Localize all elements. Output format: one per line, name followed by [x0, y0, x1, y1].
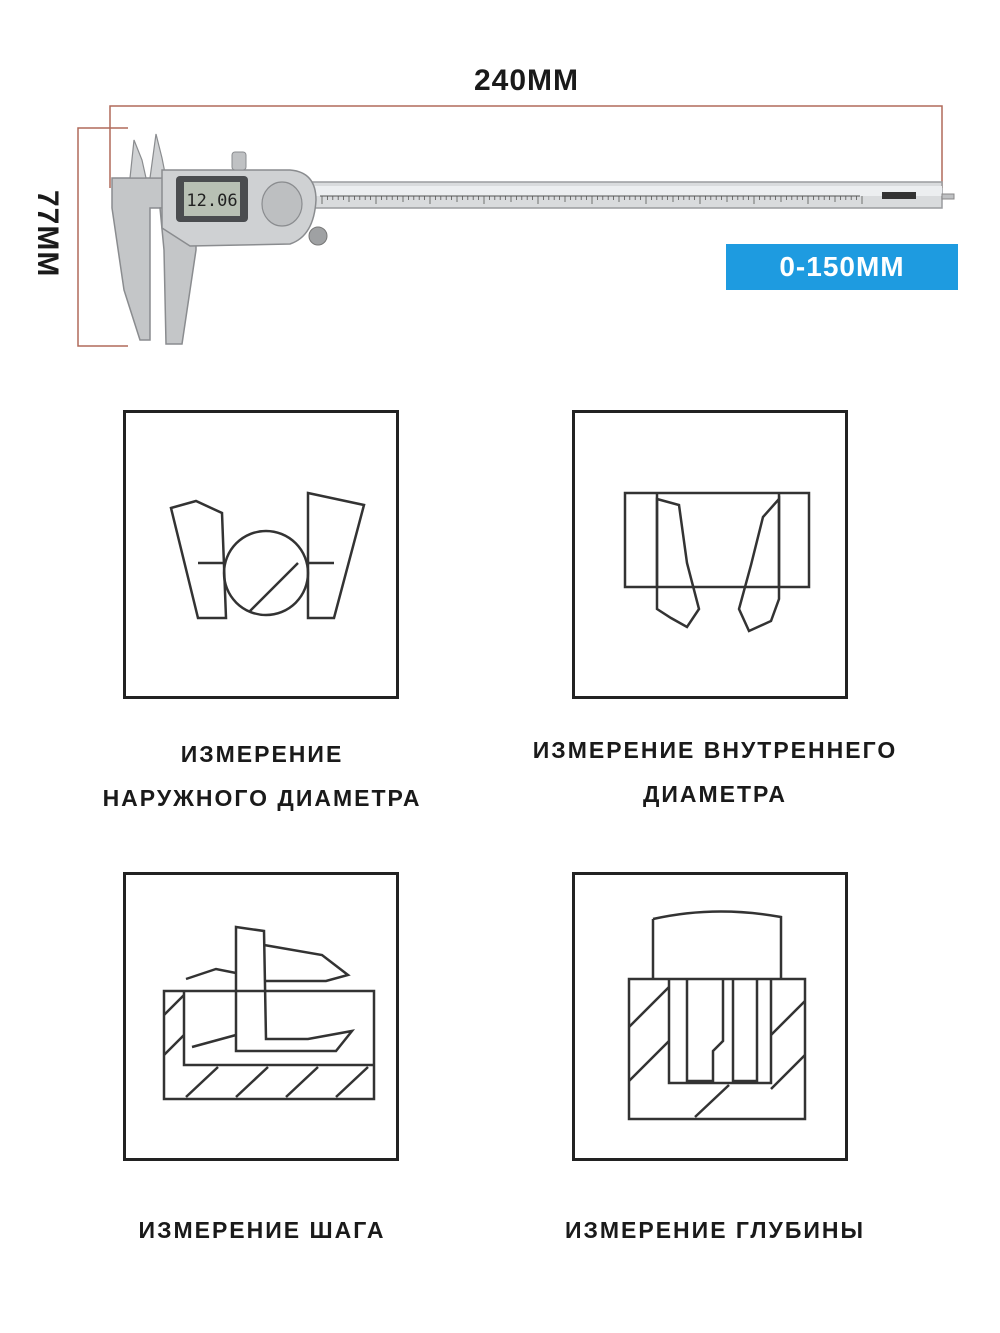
caliper-display-value: 12.06	[186, 191, 238, 211]
outer-diameter-caption-line1: ИЗМЕРЕНИЕ	[180, 741, 344, 767]
outer-diameter-caption	[62, 732, 462, 820]
inner-diameter-caption-line1: ИЗМЕРЕНИЕ ВНУТРЕННЕГО	[532, 737, 898, 763]
step-measure-caption	[62, 1208, 462, 1252]
depth-measure-icon	[575, 875, 851, 1164]
outer-diameter-icon	[126, 413, 402, 702]
height-dimension-label: 77MM	[31, 190, 64, 278]
step-measure-icon	[126, 875, 402, 1164]
inner-diameter-caption-line2: ДИАМЕТРА	[642, 781, 787, 807]
depth-measure-panel	[572, 872, 848, 1161]
depth-measure-caption	[510, 1208, 920, 1252]
outer-diameter-caption-line2: НАРУЖНОГО ДИАМЕТРА	[102, 785, 422, 811]
outer-diameter-panel	[123, 410, 399, 699]
depth-measure-caption-line1: ИЗМЕРЕНИЕ ГЛУБИНЫ	[564, 1217, 866, 1243]
inner-diameter-icon	[575, 413, 851, 702]
measuring-range-badge: 0-150MM	[726, 244, 958, 290]
step-measure-caption-line1: ИЗМЕРЕНИЕ ШАГА	[138, 1217, 386, 1243]
inner-diameter-panel	[572, 410, 848, 699]
inner-diameter-caption	[500, 728, 930, 816]
digital-caliper-image	[0, 0, 1000, 360]
length-dimension-label: 240MM	[474, 64, 580, 97]
step-measure-panel	[123, 872, 399, 1161]
